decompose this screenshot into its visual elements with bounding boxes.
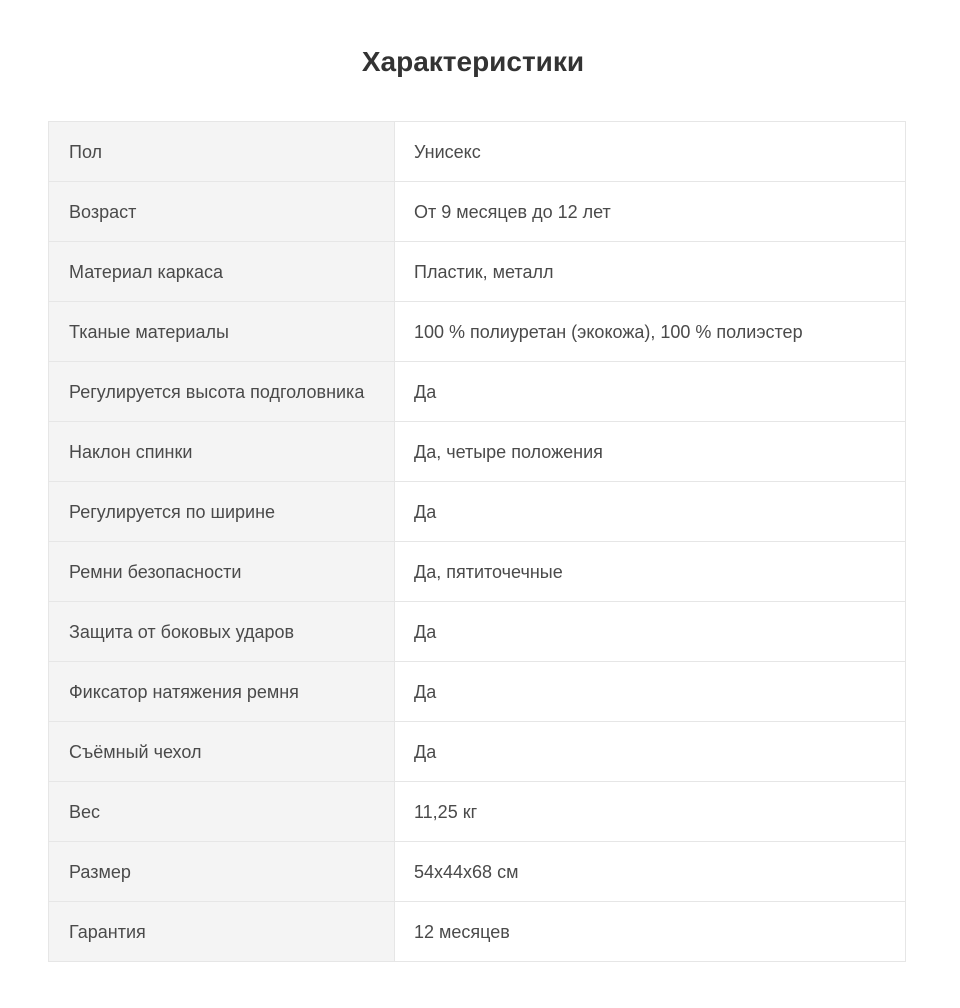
table-row <box>49 722 906 782</box>
specifications-table <box>48 121 906 962</box>
spec-value: Да <box>395 482 906 542</box>
table-row <box>49 662 906 722</box>
spec-label: Наклон спинки <box>49 422 395 482</box>
spec-value: 100 % полиуретан (экокожа), 100 % полиэстер <box>395 302 906 362</box>
spec-value: 54x44x68 см <box>395 842 906 902</box>
spec-value: Да <box>395 602 906 662</box>
spec-value: 12 месяцев <box>395 902 906 962</box>
spec-label: Вес <box>49 782 395 842</box>
spec-label: Размер <box>49 842 395 902</box>
spec-value: Унисекс <box>395 122 906 182</box>
table-row <box>49 782 906 842</box>
spec-label: Ремни безопасности <box>49 542 395 602</box>
spec-value: Пластик, металл <box>395 242 906 302</box>
spec-value: От 9 месяцев до 12 лет <box>395 182 906 242</box>
spec-label: Тканые материалы <box>49 302 395 362</box>
table-row <box>49 422 906 482</box>
table-row <box>49 542 906 602</box>
table-row <box>49 182 906 242</box>
table-row <box>49 302 906 362</box>
spec-label: Гарантия <box>49 902 395 962</box>
table-row <box>49 482 906 542</box>
spec-value: Да <box>395 662 906 722</box>
spec-label: Защита от боковых ударов <box>49 602 395 662</box>
table-row <box>49 362 906 422</box>
spec-value: Да, пятиточечные <box>395 542 906 602</box>
spec-label: Регулируется по ширине <box>49 482 395 542</box>
table-row <box>49 242 906 302</box>
spec-value: Да <box>395 362 906 422</box>
spec-label: Съёмный чехол <box>49 722 395 782</box>
table-row <box>49 842 906 902</box>
spec-label: Материал каркаса <box>49 242 395 302</box>
spec-label: Регулируется высота подголовника <box>49 362 395 422</box>
section-title: Характеристики <box>361 46 585 77</box>
table-row <box>49 122 906 182</box>
table-row <box>49 902 906 962</box>
spec-label: Пол <box>49 122 395 182</box>
spec-label: Возраст <box>49 182 395 242</box>
spec-label: Фиксатор натяжения ремня <box>49 662 395 722</box>
spec-value: 11,25 кг <box>395 782 906 842</box>
table-row <box>49 602 906 662</box>
spec-value: Да, четыре положения <box>395 422 906 482</box>
spec-value: Да <box>395 722 906 782</box>
